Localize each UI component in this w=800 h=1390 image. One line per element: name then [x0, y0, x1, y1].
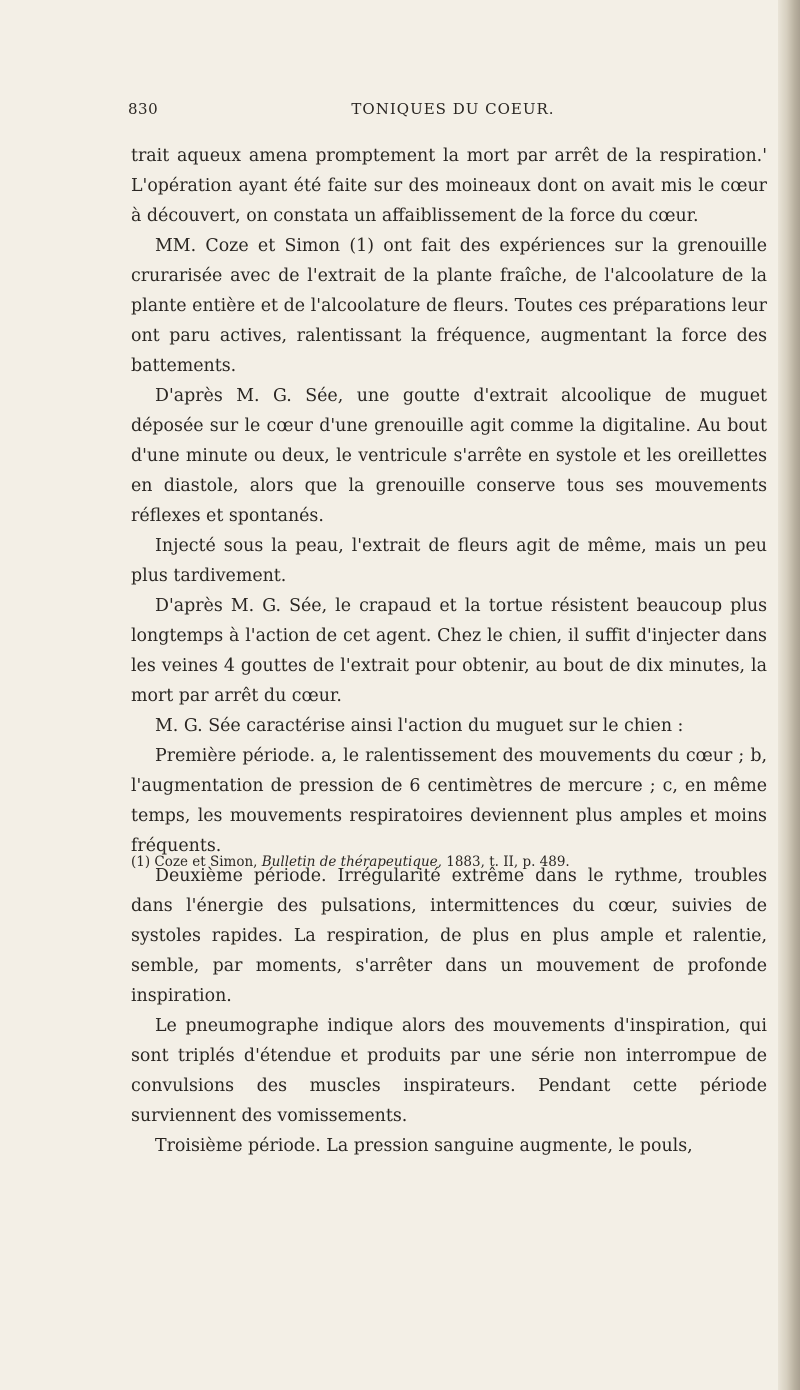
footnote-details: 1883, t. II, p. 489. — [446, 854, 570, 870]
footnote-marker: (1) — [131, 854, 151, 870]
paragraph: M. G. Sée caractérise ainsi l'action du muguet sur le chien : — [155, 716, 684, 736]
paragraph: MM. Coze et Simon (1) ont fait des expériences sur la grenouille crurarisée avec de l'extrait de la plante fraîche, de l'alcoolature de la plante entière et de l'alcoolature de fleurs. Toutes ces préparations leur ont paru actives, ralentissant la fréquence, augmentant la force des battements. — [131, 236, 767, 376]
page-edge — [778, 0, 800, 1390]
running-head: TONIQUES DU COEUR. — [351, 100, 555, 118]
footnote-authors: Coze et Simon, — [154, 854, 258, 870]
footnote-journal: Bulletin de thérapeutique, — [261, 854, 442, 870]
body-text — [131, 141, 767, 1161]
paragraph: trait aqueux amena promptement la mort par arrêt de la respiration.' L'opération ayant été faite sur des moineaux dont on avait mis le cœur à découvert, on constata un affaiblissement de la force du cœur. — [131, 146, 767, 226]
paragraph: D'après M. G. Sée, une goutte d'extrait alcoolique de muguet déposée sur le cœur d'une grenouille agit comme la digitaline. Au bout d'une minute ou deux, le ventricule s'arrête en systole et les oreillettes en diastole, alors que la grenouille conserve tous ses mouvements réflexes et spontanés. — [131, 386, 767, 526]
paragraph: Injecté sous la peau, l'extrait de fleurs agit de même, mais un peu plus tardivement. — [131, 536, 767, 586]
paragraph: Deuxième période. Irrégularité extrême dans le rythme, troubles dans l'énergie des pulsations, intermittences du cœur, suivies de systoles rapides. La respiration, de plus en plus ample et ralentie, semble, par moments, s'arrêter dans un mouvement de profonde inspiration. — [131, 866, 767, 1006]
paragraph: D'après M. G. Sée, le crapaud et la tortue résistent beaucoup plus longtemps à l'action de cet agent. Chez le chien, il suffit d'injecter dans les veines 4 gouttes de l'extrait pour obtenir, au bout de dix minutes, la mort par arrêt du cœur. — [131, 596, 767, 706]
page-number: 830 — [128, 100, 159, 118]
paragraph: Le pneumographe indique alors des mouvements d'inspiration, qui sont triplés d'étendue et produits par une série non interrompue de convulsions des muscles inspirateurs. Pendant cette période surviennent des vomissements. — [131, 1016, 767, 1126]
paragraph: Première période. a, le ralentissement des mouvements du cœur ; b, l'augmentation de pression de 6 centimètres de mercure ; c, en même temps, les mouvements respiratoires deviennent plus amples et moins fréquents. — [131, 746, 767, 856]
paragraph: Troisième période. La pression sanguine augmente, le pouls, — [155, 1136, 693, 1156]
footnote — [131, 852, 767, 872]
page-header — [128, 92, 778, 122]
